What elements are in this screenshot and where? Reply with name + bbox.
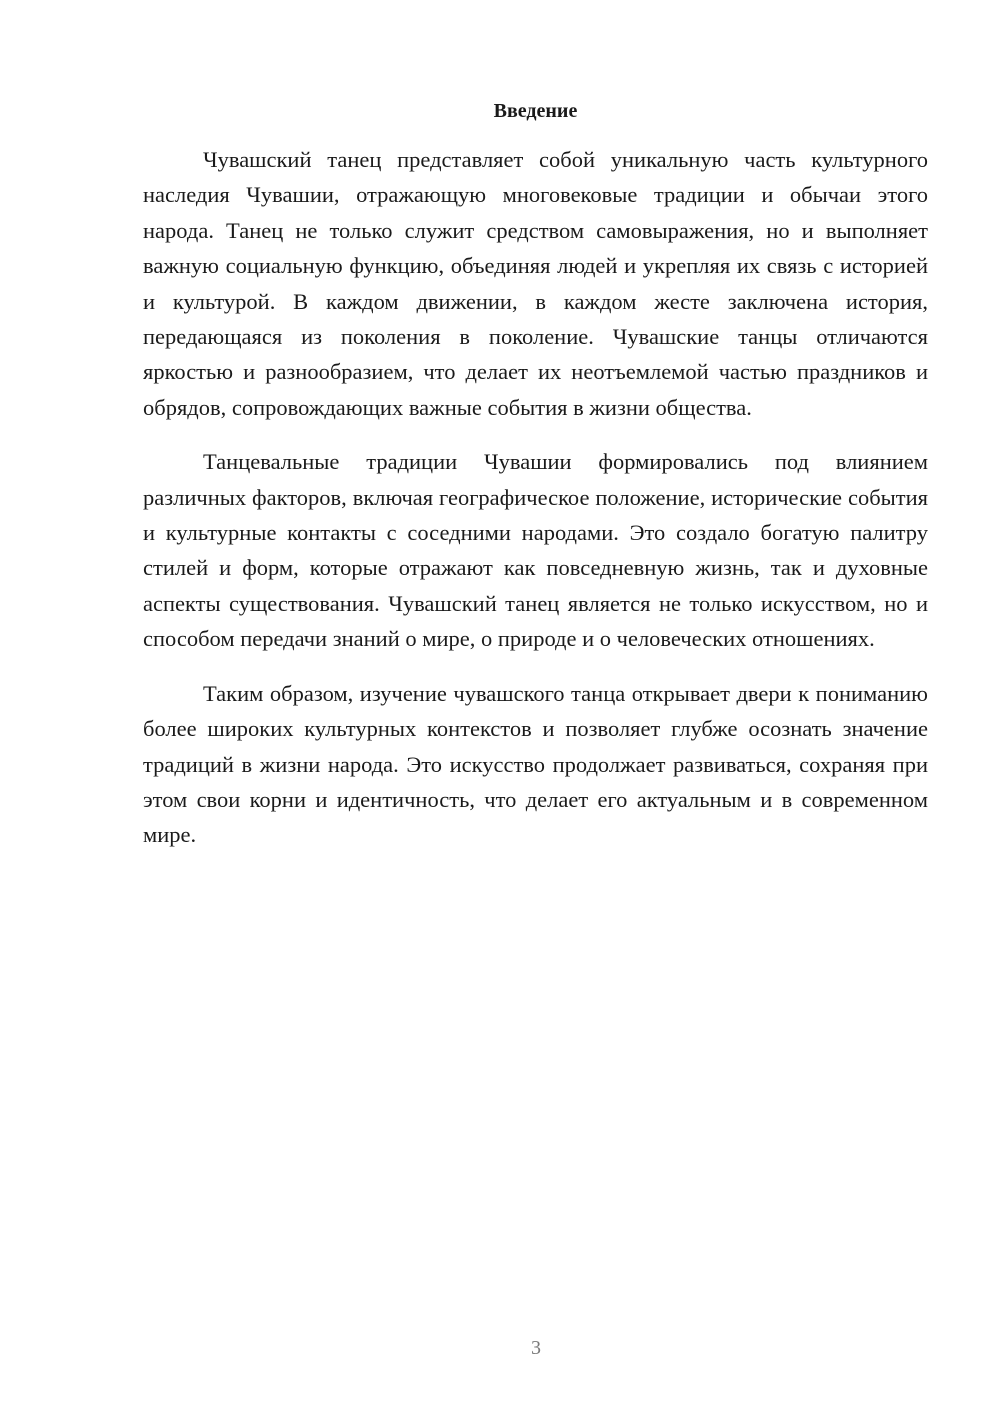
paragraph-3: Таким образом, изучение чувашского танца открывает двери к пониманию более широких культурных контекстов и позволяет глубже осознать значение традиций в жизни народа. Это искусство продолжает развиваться, сохраняя при этом свои корни и идентичность, что делает его актуальным и в современном мире. xyxy=(143,680,928,848)
body-text xyxy=(143,142,928,853)
section-title: Введение xyxy=(493,100,578,122)
paragraph-2: Танцевальные традиции Чувашии формировались под влиянием различных факторов, включая географическое положение, исторические события и культурные контакты с соседними народами. Это создало богатую палитру стилей и форм, которые отражают как повседневную жизнь, так и духовные аспекты существования. Чувашский танец является не только искусством, но и способом передачи знаний о мире, о природе и о человеческих отношениях. xyxy=(143,449,928,652)
page-number: 3 xyxy=(531,1337,541,1359)
paragraph-1: Чувашский танец представляет собой уникальную часть культурного наследия Чувашии, отражающую многовековые традиции и обычаи этого народа. Танец не только служит средством самовыражения, но и выполняет важную социальную функцию, объединяя людей и укрепляя их связь с историей и культурой. В каждом движении, в каждом жесте заключена история, передающаяся из поколения в поколение. Чувашские танцы отличаются яркостью и разнообразием, что делает их неотъемлемой частью праздников и обрядов, сопровождающих важные события в жизни общества. xyxy=(143,147,928,420)
